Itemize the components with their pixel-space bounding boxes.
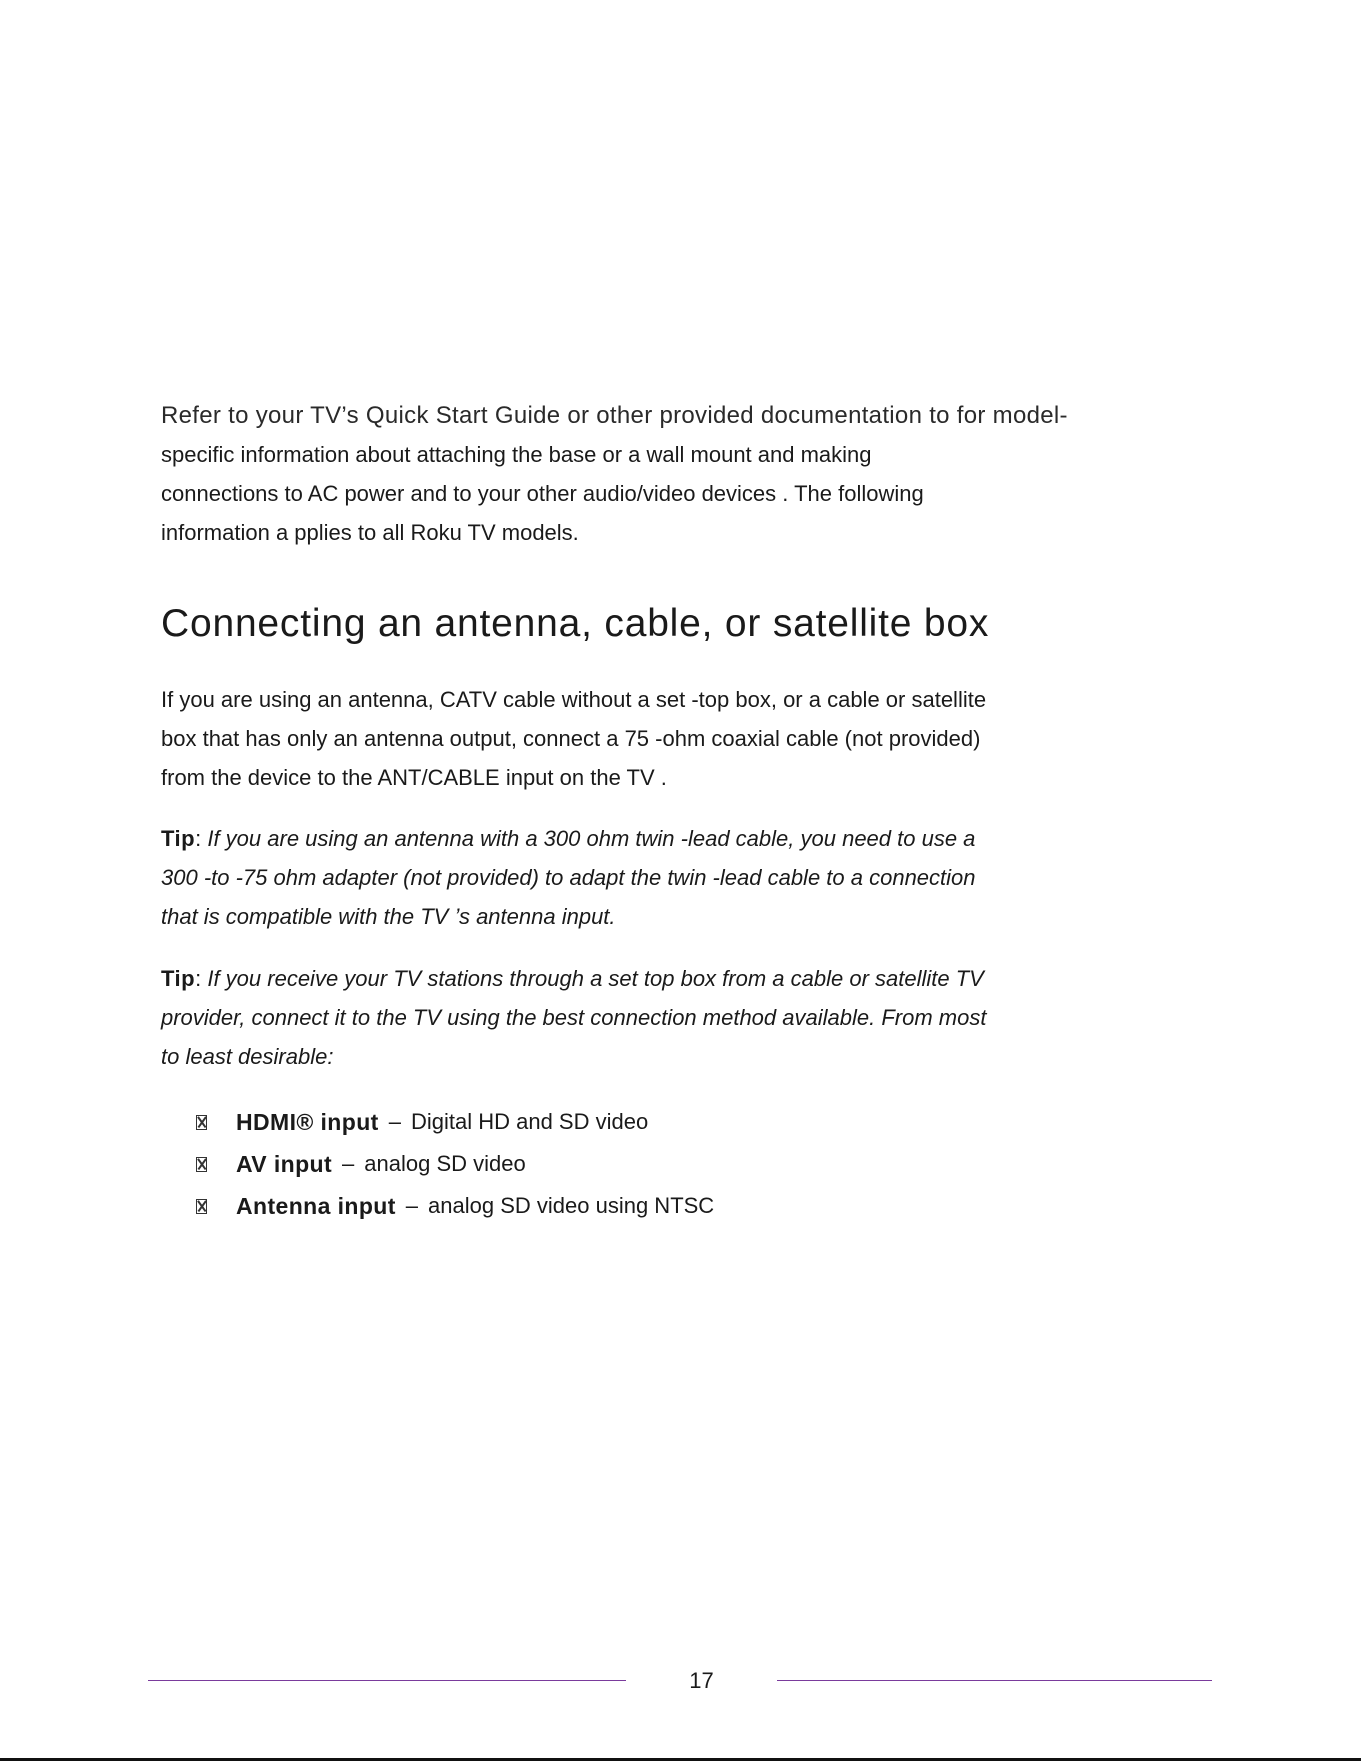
tip-antenna [161, 819, 1211, 936]
tip-line [161, 959, 1211, 998]
list-item [196, 1143, 714, 1185]
connection-dash: – [388, 1109, 401, 1134]
tip-text: If you are using an antenna with a 300 ohm twin -lead cable, you need to use a [207, 826, 976, 851]
tip-colon: : [195, 826, 202, 851]
connection-dash: – [405, 1193, 419, 1218]
tip-set-top-box [161, 959, 1211, 1076]
paragraph-line: box that has only an antenna output, connect a 75 -ohm coaxial cable (not provided) [161, 726, 981, 751]
footer-rule-right [777, 1680, 1212, 1681]
list-item [196, 1185, 714, 1227]
section-heading: Connecting an antenna, cable, or satellite box [161, 602, 990, 645]
connection-description: Digital HD and SD video [410, 1109, 649, 1134]
tip-line: provider, connect it to the TV using the best connection method available. From most [161, 1005, 987, 1030]
connection-methods-list [196, 1101, 714, 1227]
intro-line: specific information about attaching the base or a wall mount and making [161, 442, 872, 467]
section-paragraph [161, 680, 1211, 797]
connection-term: Antenna input [236, 1193, 396, 1219]
paragraph-line: from the device to the ANT/CABLE input on the TV . [161, 765, 667, 790]
tip-label: Tip [161, 826, 196, 851]
list-item [196, 1101, 714, 1143]
tip-line: that is compatible with the TV ’s antenna input. [161, 904, 616, 929]
connection-description: analog SD video using NTSC [428, 1193, 715, 1218]
missing-glyph-bullet-icon [196, 1157, 207, 1172]
connection-description: analog SD video [364, 1151, 526, 1176]
intro-line: Refer to your TV’s Quick Start Guide or other provided documentation to for model- [161, 402, 1068, 429]
tip-line [161, 819, 1211, 858]
intro-line: information a pplies to all Roku TV models. [161, 520, 579, 545]
paragraph-line: If you are using an antenna, CATV cable without a set -top box, or a cable or satellite [161, 687, 987, 712]
intro-paragraph [161, 396, 1211, 552]
connection-term: AV input [236, 1151, 333, 1177]
intro-line: connections to AC power and to your other audio/video devices . The following [161, 481, 924, 506]
connection-dash: – [342, 1151, 355, 1176]
missing-glyph-bullet-icon [196, 1115, 207, 1130]
tip-label: Tip [161, 966, 196, 991]
connection-term: HDMI® input [236, 1109, 379, 1135]
tip-text: If you receive your TV stations through a set top box from a cable or satellite TV [207, 966, 984, 991]
tip-colon: : [195, 966, 202, 991]
missing-glyph-bullet-icon [196, 1199, 207, 1214]
tip-line: to least desirable: [161, 1044, 334, 1069]
tip-line: 300 -to -75 ohm adapter (not provided) to adapt the twin -lead cable to a connection [161, 865, 976, 890]
page-number: 17 [689, 1668, 714, 1693]
footer-rule-left [148, 1680, 626, 1681]
